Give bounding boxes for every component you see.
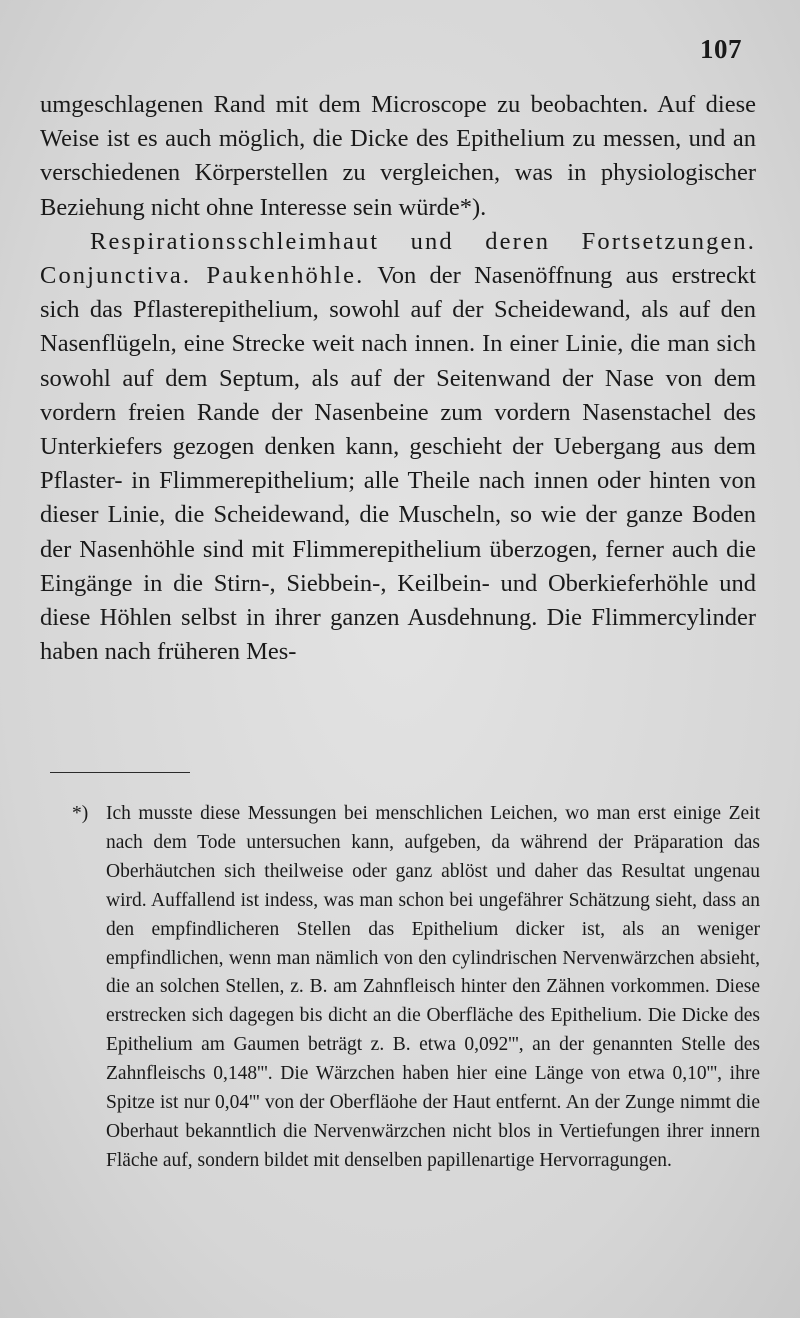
paragraph-2 xyxy=(40,225,756,670)
main-text-block xyxy=(40,88,756,669)
page-number: 107 xyxy=(700,34,742,64)
footnote xyxy=(72,800,760,1176)
paragraph-2-body: Von der Nasenöffnung aus erstreckt sich das Pflasterepithelium, sowohl auf der Scheidewand, als auf den Nasenflügeln, eine Strecke weit nach innen. In einer Linie, die man sich sowohl auf dem Septum, als auf der Seitenwand der Nase von dem vordern freien Rande der Nasenbeine zum vordern Nasenstachel des Unterkiefers gezogen denken kann, geschieht der Uebergang aus dem Pflaster- in Flimmerepithelium; alle Theile nach innen oder hinten von dieser Linie, die Scheidewand, die Muscheln, so wie der ganze Boden der Nasenhöhle sind mit Flimmerepithelium überzogen, ferner auch die Eingänge in die Stirn-, Siebbein-, Keilbein- und Oberkieferhöhle und diese Höhlen selbst in ihrer ganzen Ausdehnung. Die Flimmercylinder haben nach früheren Mes- xyxy=(40,262,756,666)
section-heading: Respirationsschleimhaut und deren Fortsetzungen. Conjunctiva. Paukenhöhle. xyxy=(40,227,756,290)
paragraph-1: umgeschlagenen Rand mit dem Microscope zu beobachten. Auf diese Weise ist es auch möglich, die Dicke des Epithelium zu messen, und an verschiedenen Körperstellen zu vergleichen, was in physiologischer Beziehung nicht ohne Interesse sein würde*). xyxy=(40,91,756,221)
footnote-divider xyxy=(50,772,190,773)
footnote-text: Ich musste diese Messungen bei menschlichen Leichen, wo man erst einige Zeit nach dem Tode untersuchen kann, aufgeben, da während der Präparation das Oberhäutchen sich theilweise oder ganz ablöst und daher das Resultat ungenau wird. Auffallend ist indess, was man schon bei ungefährer Schätzung sieht, dass an den empfindlicheren Stellen das Epithelium dicker ist, als an weniger empfindlichen, wenn man nämlich von den cylindrischen Nervenwärzchen absieht, die an solchen Stellen, z. B. am Zahnfleisch hinter den Zähnen vorkommen. Diese erstrecken sich dagegen bis dicht an die Oberfläche des Epithelium. Die Dicke des Epithelium am Gaumen beträgt z. B. etwa 0,092''', an der genannten Stelle des Zahnfleischs 0,148'''. Die Wärzchen haben hier eine Länge von etwa 0,10''', ihre Spitze ist nur 0,04''' von der Oberfläohe der Haut entfernt. An der Zunge nimmt die Oberhaut bekanntlich die Nervenwärzchen nicht blos in Vertiefungen ihrer innern Fläche auf, sondern bildet mit denselben papillenartige Hervorragungen. xyxy=(106,803,760,1171)
footnote-marker: *) xyxy=(72,803,89,824)
